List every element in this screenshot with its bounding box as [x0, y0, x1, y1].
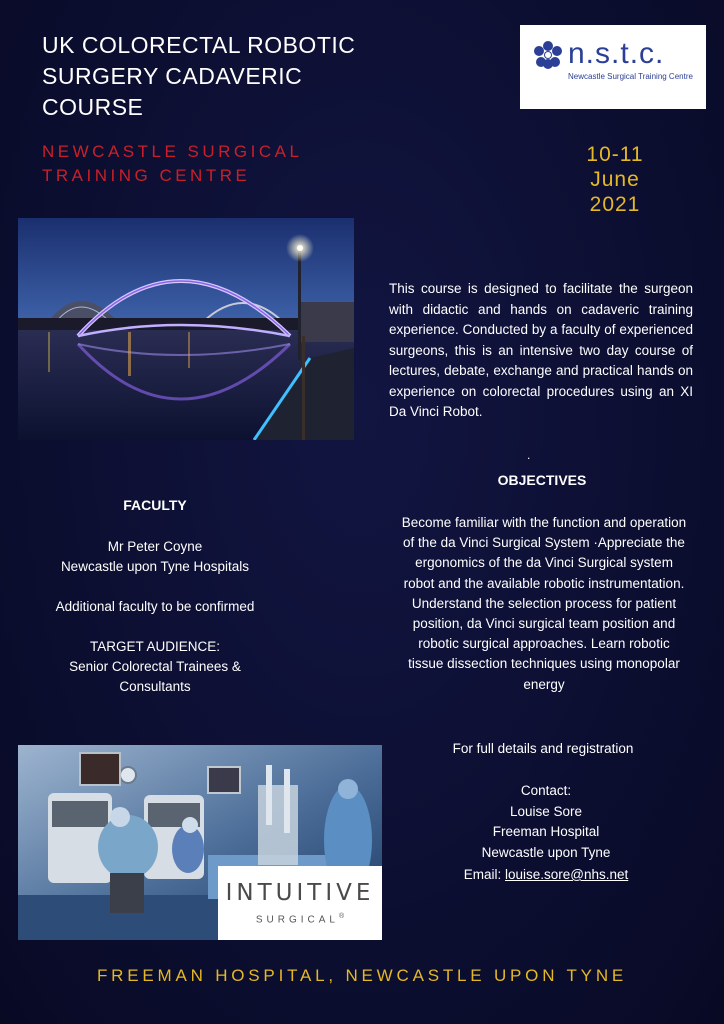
- faculty-additional: Additional faculty to be confirmed: [55, 599, 255, 614]
- venue-subtitle: [42, 140, 382, 188]
- objectives-text: Become familiar with the function and operation of the da Vinci Surgical System ·Appreciate the ergonomics of the da Vinci Surgical system robot and the available robotic instrumentation. Understand the selection process for patient position, da Vinci surgical team position and robotic surgical approaches. Learn robotic tissue dissection techniques using monopolar energy: [401, 515, 687, 692]
- date-line: 2021: [589, 193, 641, 216]
- target-audience: [35, 637, 275, 697]
- date-line: 10-11: [586, 143, 644, 166]
- separator-dot: .: [527, 448, 531, 462]
- date-line: June: [590, 168, 640, 191]
- title-line: SURGERY CADAVERIC: [42, 63, 303, 89]
- bridge-photo: [18, 218, 354, 440]
- course-description: This course is designed to facilitate the surgeon with didactic and hands on cadaveric training experience. Conducted by a faculty of experienced surgeons, this is an intensive two day course of lectures, debate, exchange and practical hands on experience on colorectal procedures using an XI Da Vinci Robot.: [389, 281, 693, 419]
- faculty-member: [35, 537, 275, 577]
- email-label: Email:: [463, 867, 502, 882]
- course-title: [42, 30, 462, 123]
- faculty-member-name: Mr Peter Coyne: [107, 539, 203, 554]
- registered-mark: ®: [338, 913, 345, 920]
- contact-email-line: [400, 865, 692, 886]
- sponsor-brand: INTUITIVE: [225, 880, 375, 906]
- contact-city: Newcastle upon Tyne: [481, 844, 611, 860]
- faculty-details: [35, 537, 275, 717]
- flower-icon: [532, 39, 564, 71]
- audience-text: Senior Colorectal Trainees & Consultants: [69, 659, 241, 694]
- title-line: COURSE: [42, 94, 144, 120]
- logo-tagline: Newcastle Surgical Training Centre: [568, 72, 693, 81]
- subtitle-line: TRAINING CENTRE: [42, 166, 251, 185]
- audience-heading: TARGET AUDIENCE:: [89, 639, 221, 654]
- contact-hospital: Freeman Hospital: [492, 824, 600, 839]
- faculty-heading: FACULTY: [123, 497, 187, 513]
- email-link[interactable]: louise.sore@nhs.net: [505, 867, 629, 882]
- nstc-logo: [520, 25, 706, 109]
- faculty-member-hospital: Newcastle upon Tyne Hospitals: [60, 559, 250, 574]
- contact-block: [400, 781, 692, 886]
- subtitle-line: NEWCASTLE SURGICAL: [42, 142, 303, 161]
- contact-name: Louise Sore: [509, 803, 583, 819]
- course-dates: [545, 142, 685, 217]
- registration-text: For full details and registration: [452, 741, 634, 756]
- intuitive-surgical-logo: [218, 866, 382, 940]
- logo-name: n.s.t.c.: [568, 37, 665, 70]
- footer-venue: FREEMAN HOSPITAL, NEWCASTLE UPON TYNE: [96, 966, 628, 985]
- sponsor-sub-text: SURGICAL: [255, 914, 339, 926]
- title-line: UK COLORECTAL ROBOTIC: [42, 32, 356, 58]
- sponsor-sub: [218, 913, 382, 925]
- contact-label: Contact:: [520, 783, 572, 798]
- objectives-heading: OBJECTIVES: [497, 472, 587, 488]
